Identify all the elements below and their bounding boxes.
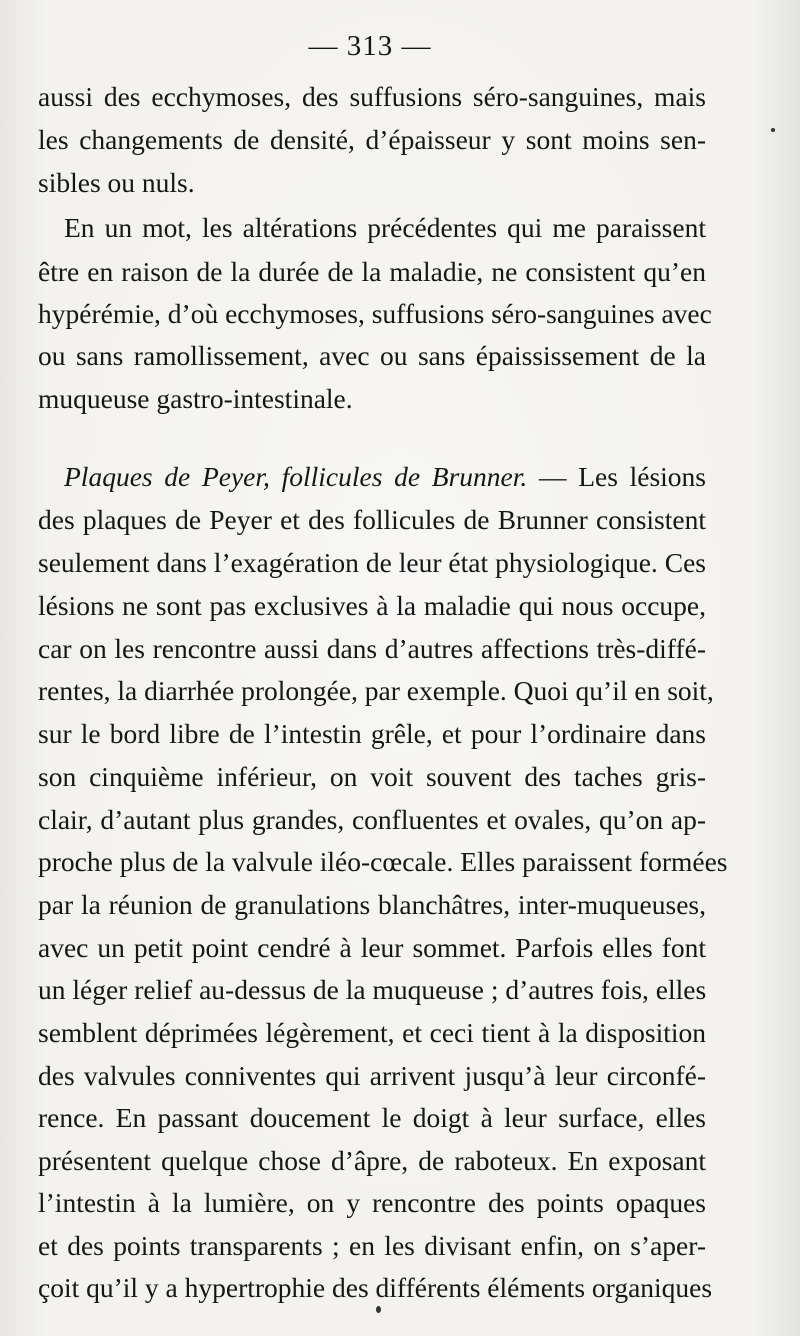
text-line: et des points transparents ; en les divisant enfin, on s’aper- <box>38 1230 706 1261</box>
text-line: car on les rencontre aussi dans d’autres affections très-diffé- <box>38 633 706 664</box>
page-number: — 313 — <box>308 30 432 62</box>
ink-speck <box>771 128 775 132</box>
text-line: lésions ne sont pas exclusives à la maladie qui nous occupe, <box>38 590 706 621</box>
text-line: avec un petit point cendré à leur sommet. Parfois elles font <box>38 932 706 963</box>
ink-speck <box>376 1306 381 1313</box>
text-line: être en raison de la durée de la maladie, ne consistent qu’en <box>38 256 706 287</box>
text-line: sur le bord libre de l’intestin grêle, et pour l’ordinaire dans <box>38 718 706 749</box>
text-line: çoit qu’il y a hypertrophie des différents éléments organiques <box>38 1272 713 1303</box>
text-line: par la réunion de granulations blanchâtres, inter-muqueuses, <box>38 889 706 920</box>
section-heading: Plaques de Peyer, follicules de Brunner. <box>64 461 528 492</box>
text-line: semblent déprimées légèrement, et ceci tient à la disposition <box>38 1017 706 1048</box>
text-line: muqueuse gastro-intestinale. <box>38 383 353 414</box>
text-line: hypérémie, d’où ecchymoses, suffusions séro-sanguines avec <box>38 298 712 329</box>
text-line: des plaques de Peyer et des follicules de Brunner consistent <box>38 504 706 535</box>
text-line: rentes, la diarrhée prolongée, par exemple. Quoi qu’il en soit, <box>38 675 714 706</box>
text-line: aussi des ecchymoses, des suffusions séro-sanguines, mais <box>38 81 706 112</box>
text-line: seulement dans l’exagération de leur état physiologique. Ces <box>38 547 706 578</box>
text-line: clair, d’autant plus grandes, confluentes et ovales, qu’on ap- <box>38 804 706 835</box>
text-line: l’intestin à la lumière, on y rencontre des points opaques <box>38 1187 706 1218</box>
text-line: présentent quelque chose d’âpre, de raboteux. En exposant <box>38 1145 706 1176</box>
text-line: rence. En passant doucement le doigt à leur surface, elles <box>38 1102 706 1133</box>
text-line: proche plus de la valvule iléo-cœcale. Elles paraissent formées <box>38 846 728 877</box>
text-line: un léger relief au-dessus de la muqueuse ; d’autres fois, elles <box>38 974 707 1005</box>
section-heading-line <box>64 460 706 494</box>
text-line: son cinquième inférieur, on voit souvent des taches gris- <box>38 761 706 792</box>
text-line: ou sans ramollissement, avec ou sans épaississement de la <box>38 340 706 371</box>
heading-continuation: — Les lésions <box>527 461 706 492</box>
paragraph-first-line: En un mot, les altérations précédentes qui me paraissent <box>64 212 706 243</box>
text-line: les changements de densité, d’épaisseur y sont moins sen- <box>38 124 706 155</box>
text-line: des valvules conniventes qui arrivent jusqu’à leur circonfé- <box>38 1060 706 1091</box>
text-line: sibles ou nuls. <box>38 167 195 198</box>
